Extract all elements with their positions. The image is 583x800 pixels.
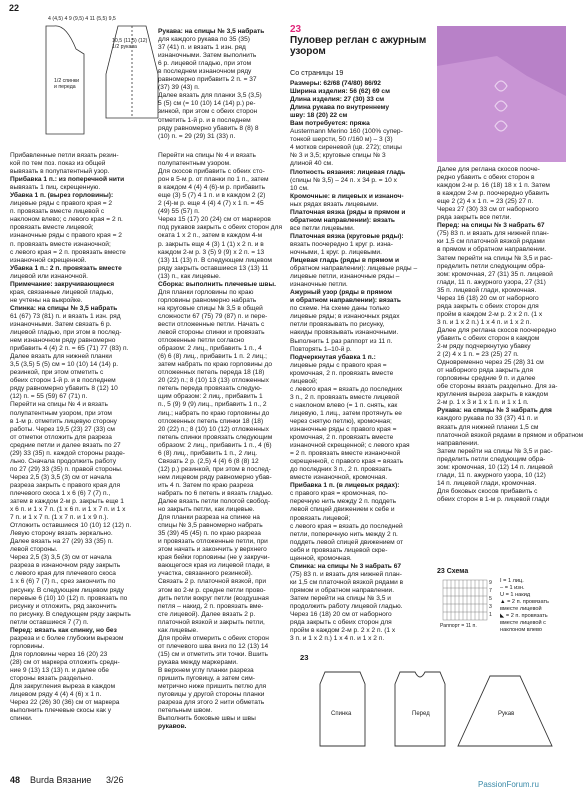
left-diagram-numbers: 4 (4,5) 4 9 (9,5) 4 11 (5,5) 9,5 — [48, 16, 116, 22]
right-sheet-number: 23 — [290, 24, 302, 35]
page-number: 48 — [10, 775, 21, 785]
chart-heading: 23 Схема — [437, 568, 469, 575]
chart-legend: I = 1 лиц. – = 1 изн. U = 1 накид ▲ = 2 п. провязать вместе лицевой ◣ = 2 п. провязать вместе лицевой с наклоном влево — [500, 578, 549, 633]
right-col-2: Далее для реглана скосов пооче- редно убавить с обеих сторон в каждом 2-м р. 16 (18) 18 х 1 п. Затем в каждом 2-м р. поочередно убавить еще 2 (2) 4 х 1 п. = 23 (25) 27 п. Через 27 (30) 33 см от наборного ряда закрыть все петли. Перед: на спицы № 3 набрать 67 (75) 83 п. и вязать для нижней план- ки 1,5 см платочной вязкой рядами в прямом и обратном направлении. Затем перейти на спицы № 3,5 и рас- пределить петли следующим обра- зом: кромочная, 27 (31) 35 п. лицевой глади, 11 п. ажурного узора, 27 (31) 35 п. лицевой глади, кромочная. Через 16 (18) 20 см от наборного ряда закрыть с обеих сторон для пройм в каждом 2-м р. 2 х 2 п. (1 х 3 п. и 1 х 2 п.) 1 х 4 п. и 1 х 2 п. Далее для реглана скосов поочередно убавить с обеих сторон в каждом 2-м ряду подчеркнутую убавку 2 (2) 4 х 1 п. = 23 (25) 27 п. Одновременно через 25 (28) 31 см от наборного ряда закрыть для горловины средние 9 п. и далее обе стороны вязать раздельно. Для за- кругления выреза закрыть в каждом 2-м р. 1 х 3 и 1 х 1 п. и 1 х 1 п. Рукава: на спицы № 3 набрать для каждого рукава по 33 (37) 41 п. и вязать для нижней планки 1,5 см платочной вязкой рядами в прямом и обратном направлении. Затем перейти на спицы № 3,5 и рас- пределить петли следующим обра- зом: кромочная, 10 (12) 14 п. лицевой глади, 11 п. ажурного узора, 10 (12) 14 п. лицевой глади, кромочная. Для боковых скосов прибавить с обеих сторон в 1-м р. лицевой глади — [437, 166, 583, 503]
sweater-photo — [437, 26, 566, 162]
watermark: PassionForum.ru — [478, 780, 539, 789]
left-diagram-sleeve-numbers: 10,5 (11,5) (12) 1/2 рукава — [112, 38, 148, 50]
pattern-label-front: Перед — [412, 711, 430, 717]
pattern-subtitle: Со страницы 19 — [290, 68, 344, 77]
issue-number: 3/26 — [106, 775, 124, 785]
left-sheet-number: 22 — [9, 3, 20, 13]
patterns-heading: 23 — [300, 653, 309, 662]
left-col-1: Прибавленные петли вязать резин- кой по тем поз. показ из общей вывязать в полупатентный узор. Прибавка 1 п.: из поперечной нити вывязать 1 пиц. скрещенную. Убавка 1 п. (вырез горловины): лицевые ряды с правого края = 2 п. провязать вместе лицевой с наклоном влево; с левого края = 2 п. провязать вместе лицевой; изнаночные ряды с правого края = 2 п. провязать вместе изнаночной; с левого края = 2 п. провязать вместе изнаночной скрещенной. Убавка 1 п.: 2 п. провязать вместе лицевой или изнаночной. Примечание: закручивающиеся края, связанные лицевой гладью, не учтены на выкройке. Спинка: на спицы № 3,5 набрать 61 (67) 73 (81) п. и вязать 1 изн. ряд изнаночными. Затем связать 6 р. лицевой гладью, при этом в послед- нем изнаночном ряду равномерно прибавить 4 (4) 2 п. = 65 (71) 77 (83) п. Далее вязать для нижней планки 3,5 (3,5) 5 (5) см = 10 (10) 14 (14) р. резинкой, при этом отметить с обеих сторон 1-й р. и в последнем ряду равномерно убавить 8 (12) 10 (12) п. = 55 (59) 67 (71) п. Перейти на спицы № 4 и вязать полупатентным узором, при этом в 1-м р. отметить лицевую сторону работы. Через 19,5 (23) 27 (33) см от отметки отложить для разреза средние петли и далее вязать по 27 (29) 33 (35) п. каждой стороны разде- льно. Сначала продолжить работу по 27 (29) 33 (35) п. правой стороны. Через 2,5 (3) 3,5 (3) см от начала разреза закрыть с правого края для плечевого скоса 1 х 6 (6) 7 (7) п., затем в каждом 2-м р. закрыть еще 1 х 6 п. и 1 х 7 п. (1 х 6 п. и 1 х 7 п. и 1 х 7 п. и 1 х 7 п. (1 х 7 п. и 1 х 9 п.). Отложить оставшиеся 10 (10) 12 (12) п. Левую сторону вязать зеркально. Далее вязать на 27 (29) 33 (35) п. левой стороны. Через 2,5 (3) 3,5 (3) см от начала разреза в изнаночном ряду закрыть с левого края для плечевого скоса 1 х 6 (6) 7 (7) п., срез закончить по рисунку. В следующем лицевом ряду перевые 6 (10) 10 (12) п. провязать по рисунку и отложить, ряд закончить по рисунку. В следующем ряду закрыть петли оставшиеся 7 (7) п. Перед: вязать как спинку, но без разреза и с более глубоким вырезом горловины. Для горловины через 16 (20) 23 (28) см от маркера отложить средн- ние 9 (13) 13 (13) п. и далее обе стороны вязать раздельно. Для закругления выреза в каждом лицевом ряду 4 (4) 4 (6) х 1 п. Через 22 (26) 30 (36) см от маркера выполнить плечевые скосы как у спинки. — [10, 152, 132, 723]
right-col-1: Размеры: 62/68 (74/80) 86/92 Ширина изделия: 56 (62) 69 см Длина изделия: 27 (30) 33 см Длина рукава по внутреннему шву: 18 (20) 22 см Вам потребуется: пряжа Austermann Merino 160 (100% супер- тонкой шерсти, 50 г/160 м) – 3 (3) 4 мотков сиреневой (цв. 272); спицы № 3 и 3,5; круговые спицы № 3 длиной 40 см. Плотность вязания: лицевая гладь (спицы № 3,5) – 24 п. x 34 р. = 10 x 10 см. Кромочные: в лицевых и изнаноч- ных рядах вязать лицевыми. Платочная вязка (ряды в прямом и обратном направлении): вязать все петли лицевыми. Платочная вязка (круговые ряды): вязать поочередно 1 круг р. изна- ночными, 1 круг. р. лицевыми. Лицевая гладь (ряды в прямом и обратном направлении): лицевые ряды – лицевые петли, изнаночные ряды – изнаночные петли. Ажурный узор (ряды в прямом и обратном направлении): вязать по схеме. На схеме даны только лицевые ряды; в изнаночных рядах петли провязывать по рисунку, накиды провязывать изнаночными. Выполнить 1 раз раппорт из 11 п. Повторять 1–10-й р. Подчеркнутая убавка 1 п.: лицевые ряды с правого края = кромочная, 2 п. провязать вместе лицевой; с левого края = вязать до последних 3 п., 2 п. провязать вместе лицевой с наклоном влево (= 1 п. снять, как лицевую, 1 лиц., затем протянуть ее через снятую петлю), кромочная; изнаночные ряды с правого края = кромочная, 2 п. провязать вместе изнаночной скрещенной; с левого края = 2 п. провязать вместе изнаночной скрещенной, с правого края = вязать до последних 3 п., 2 п. провязать вместе изнаночной, кромочная. Прибавка 1 п. (в лицевых рядах): с правого края = кромочная, по- перечную нить между 2 п. поддеть левой спицей движением к себе и провязать лицевой; с левого края = вязать до последней петли, поперечную нить между 2 п. поддеть левой спицей движением от себя и провязать лицевой скре- щенной, кромочная. Спинка: на спицы № 3 набрать 67 (75) 83 п. и вязать для нижней план- ки 1,5 см платочной вязкой рядами в прямом и обратном направлении. Затем перейти на спицы № 3,5 и продолжить работу лицевой гладью. Через 16 (18) 20 см от наборного ряда закрыть с обеих сторон для пройм в каждом 2-м р. 2 х 2 п. (1 х 3 п. и 1 х 2 п.) 1 х 4 п. и 1 х 2 п. — [290, 80, 418, 643]
chart-rapport: Раппорт = 11 п. — [440, 623, 477, 629]
left-diagram-side-labels: 1/2 спинки и переда — [54, 78, 79, 90]
left-col-2: Рукава: на спицы № 3,5 набрать для каждого рукава по 35 (35) 37 (41) п. и вязать 1 изн. ряд изнаночными. Затем выполнить 6 р. лицевой гладью, при этом в последнем изнаночном ряду равномерно прибавить 2 п. = 37 (37) 39 (43) п. Далее вязать для планки 3,5 (3,5) 5 (5) см (= 10 (10) 14 (14) р.) ре- зинкой, при этом с обеих сторон отметить 1-й р. и в последнем ряду равномерно убавить 8 (8) 8 (10) п. = 29 (29) 31 (33) п. — [158, 28, 265, 140]
chart-row-numbers: 9 7 5 3 1 — [489, 580, 492, 618]
pattern-title: Пуловер реглан с ажурным узором — [290, 35, 427, 57]
pattern-label-back: Спинка — [331, 711, 352, 717]
pattern-label-sleeve: Рукав — [498, 711, 515, 717]
magazine-name: Burda Вязание — [30, 775, 92, 785]
left-col-2-main: Перейти на спицы № 4 и вязать полупатентным узором. Для скосов прибавить с обеих сто- рон в 5-м р. от планки по 1 п., затем в каждом 4 (4) 4 (6)-м р. прибавить еще (3) 5 (7) 4 1 п. и в каждом 2 (2) 2 (4)-м р. еще 4 (4) 4 (7) х 1 п. = 45 (49) 55 (57) п. Через 15 (17) 20 (24) см от маркеров под рукавов закрыть с обеих сторон для оката 1 х 2 п., затем в каждом 4-м р. закрыть еще 4 (3) 1 (1) х 2 п. и в каждом 2-м р. 3 (5) 9 (9) х 2 п. = 13 (13) 11 (13) п. В следующем лицевом ряду закрыть оставшиеся 13 (13) 11 (13) п., как лицевые. Сборка: выполнить плечевые швы. Для планки горловины по краю горловины равномерно набрать на круговые спицы № 3,5 в общей сложности 67 (75) 79 (87) п. и пере- вести отложенные петли. Начать с левой стороны спинки и провязать отложенные петли согласно образом: 2 лиц., прибавить 1 п., 4 (6) 6 (8) лиц., прибавить 1 п. 2 лиц.; затем набрать по краю горловины до отложенных петель переда 18 (18) 20 (22) п.; 8 (10) 13 (13) отложенных петель переда провязать следую- щим образом: 2 лиц., прибавить 1 п., 5 (9) 9 (9) лиц., прибавить 1 п., 2 лиц.; набрать по краю горловины до отложенных петель спинки 18 (18) 20 (22) п.; 8 (10) 10 (12) отложенных петель спинки провязать следующим образом: 2 лиц., прибавить 1 п., 4 (6) 6 (8) лиц., прибавить 1 п., 2 лиц. Связать 2 р. (2,5) 4 (4) 6 (8 (8) 12 (12) р.) резинкой, при этом в послед- нем лицевом ряду равномерно убав- ить 4 п. Затем по краю разреза набрать по 6 петель и вязать гладью. Далее вязать петли пологой свобод- но закрыть петли, как лицевые. Для планки разреза на спинке на спицы № 3,5 равномерно набрать 35 (39) 45 (45) п. по краю разреза и провязать отложенные петли, при этом начать и закончить у верхнего края бейки горловины (не у закручи- вающегося края из лицевой глади, в участка, связанного резинкой). Связать 2 р. платочной вязкой, при этом во 2-м р. средне петли прово- дить петли вокруг петли (воздушная петля – накид, 2 п. провязать вме- сте лицевой). Далее вязать 2 р. платочной вязкой и закрыть петли, как лицевые. Для пройм отмерить с обеих сторон от плечевого шва вниз по 12 (13) 14 (15) см и отметить эти точки. Вшить рукава между маркерами. В верхнем углу планки разреза пришить пуговицу, а затем сим- метрично ниже пришить петлю для пуговицы у другой стороны планки разреза для этого 2 нити обметать петельным швом. Выполнить боковые швы и швы рукавов. — [158, 152, 283, 731]
sweater-lace-icon — [437, 26, 566, 162]
lace-chart — [437, 578, 497, 638]
